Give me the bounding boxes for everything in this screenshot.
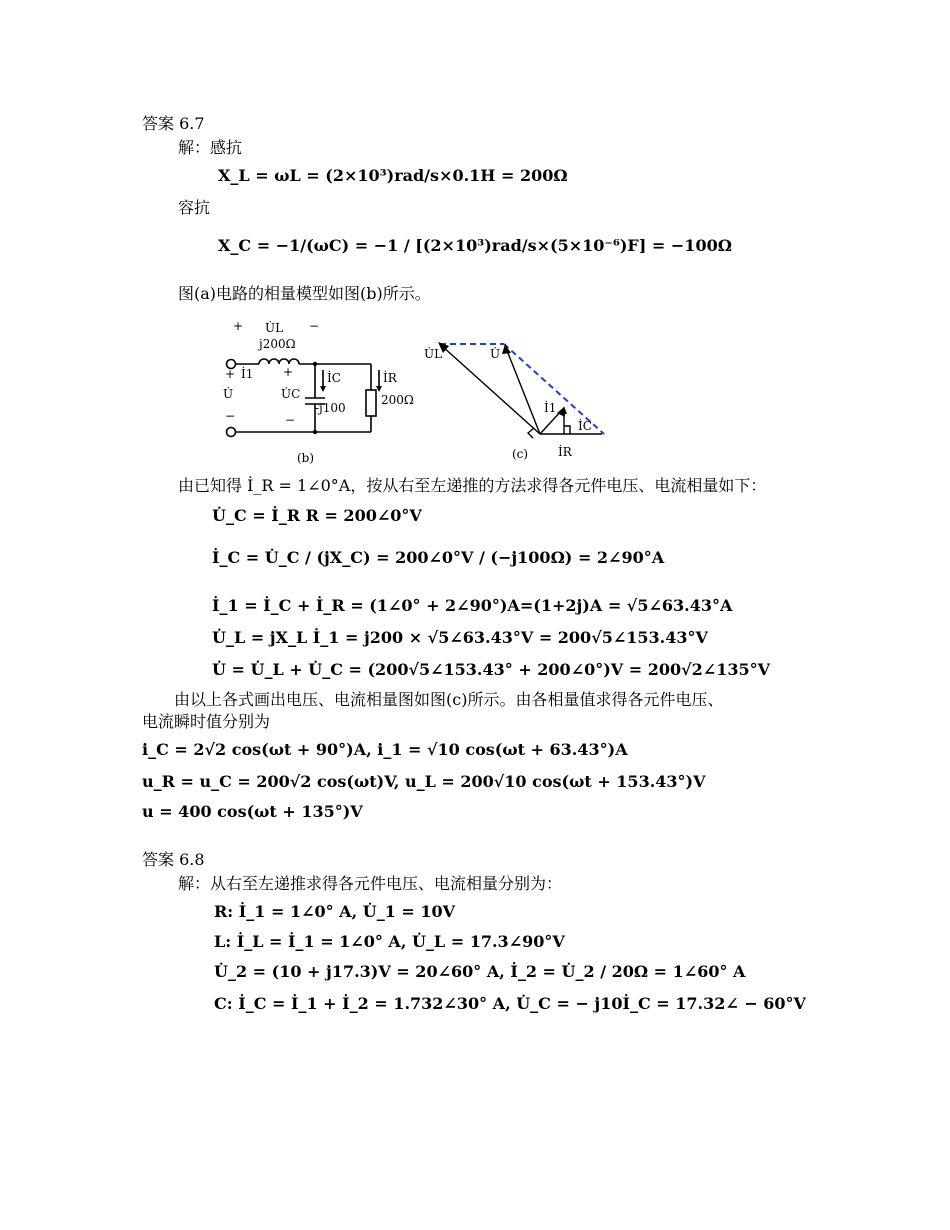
fig-c-ul-label: U̇L: [424, 347, 443, 361]
fig-b-u-label: U̇: [223, 387, 234, 401]
fig-b-ul-label: U̇L: [265, 321, 284, 335]
eq68-u2: U̇_2 = (10 + j17.3)V = 20∠60° A, İ_2 = U̇_2 / 20Ω = 1∠60° A: [214, 962, 746, 981]
eq-u: U̇ = U̇_L + U̇_C = (200√5∠153.43° + 200∠0°)V = 200√2∠135°V: [212, 660, 771, 679]
fig-b-ir-label: İR: [383, 371, 397, 385]
fig-b-uc-label: U̇C: [281, 387, 301, 401]
xc-label: 容抗: [178, 198, 211, 217]
section-6-7-title: 答案 6.7: [142, 114, 205, 133]
instantaneous-2: u_R = u_C = 200√2 cos(ωt)V, u_L = 200√10 cos(ωt + 153.43°)V: [142, 772, 706, 791]
fig-b-minus-c: −: [285, 413, 296, 427]
eq68-r: R: İ_1 = 1∠0° A, U̇_1 = 10V: [214, 902, 456, 921]
given-statement: 由已知得 İ_R = 1∠0°A，按从右至左递推的方法求得各元件电压、电流相量如下：: [178, 476, 767, 495]
fig-c-ir-label: İR: [558, 445, 572, 459]
eq68-c: C: İ_C = İ_1 + İ_2 = 1.732∠30° A, U̇_C = − j10İ_C = 17.32∠ − 60°V: [214, 994, 806, 1013]
fig-c-i1-label: İ1: [544, 401, 557, 415]
fig-b-resistor-value: 200Ω: [381, 393, 414, 407]
fig-c-ic-label: İC: [578, 419, 592, 433]
fig-b-minus-top: −: [309, 319, 320, 333]
fig-c-u-label: U̇: [490, 347, 501, 361]
paragraph-line-2: 电流瞬时值分别为: [142, 712, 271, 731]
xc-equation: X_C = −1/(ωC) = −1 / [(2×10³)rad/s×(5×10⁻⁶)F] = −100Ω: [218, 236, 732, 255]
section-6-8-title: 答案 6.8: [142, 850, 205, 869]
fig-b-plus-c: +: [283, 365, 294, 379]
eq-i1: İ_1 = İ_C + İ_R = (1∠0° + 2∠90°)A=(1+2j)A = √5∠63.43°A: [212, 596, 733, 615]
fig-b-i1-label: İ1: [241, 367, 254, 381]
paragraph-line-1: 由以上各式画出电压、电流相量图如图(c)所示。由各相量值求得各元件电压、: [174, 690, 724, 709]
instantaneous-1: i_C = 2√2 cos(ωt + 90°)A, i_1 = √10 cos(ωt + 63.43°)A: [142, 740, 628, 759]
figure-reference: 图(a)电路的相量模型如图(b)所示。: [178, 284, 431, 303]
fig-b-minus-left: −: [225, 409, 236, 423]
eq-uc: U̇_C = İ_R R = 200∠0°V: [212, 506, 422, 525]
solution-intro: 解：感抗: [178, 138, 243, 157]
solution-intro-6-8: 解：从右至左递推求得各元件电压、电流相量分别为：: [178, 874, 563, 893]
eq68-l: L: İ_L = İ_1 = 1∠0° A, U̇_L = 17.3∠90°V: [214, 932, 565, 951]
instantaneous-3: u = 400 cos(ωt + 135°)V: [142, 802, 363, 821]
eq-ic: İ_C = U̇_C / (jX_C) = 200∠0°V / (−j100Ω) = 2∠90°A: [212, 548, 665, 567]
fig-b-caption: (b): [297, 451, 315, 465]
fig-b-inductor-label: j200Ω: [259, 337, 296, 351]
fig-b-plus-left: +: [225, 367, 236, 381]
fig-b-capacitor-value: -j100: [315, 401, 346, 415]
fig-b-plus-top: +: [233, 319, 244, 333]
fig-b-ic-label: İC: [327, 371, 341, 385]
fig-c-caption: (c): [512, 447, 529, 461]
phasor-diagram-c: [418, 330, 618, 466]
xl-equation: X_L = ωL = (2×10³)rad/s×0.1H = 200Ω: [218, 166, 568, 185]
circuit-diagram-b: [215, 316, 425, 468]
eq-ul: U̇_L = jX_L İ_1 = j200 × √5∠63.43°V = 200√5∠153.43°V: [212, 628, 708, 647]
